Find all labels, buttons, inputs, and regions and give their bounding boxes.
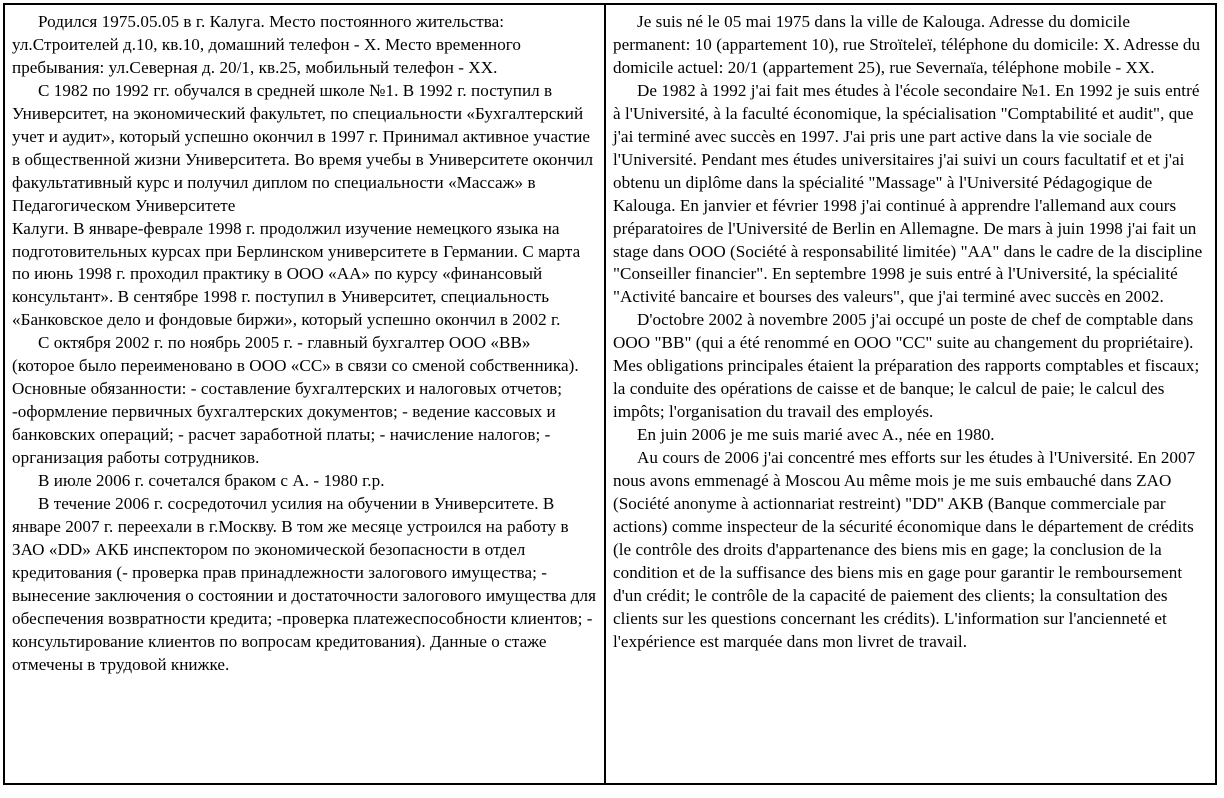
table-cell-french	[606, 5, 1215, 783]
paragraph-fr-1: Je suis né le 05 mai 1975 dans la ville de Kalouga. Adresse du domicile permanent: 10 (appartement 10), rue Stroïteleï, téléphone du domicile: X. Adresse du domicile actuel: 20/1 (appartement 25), rue Severnaïa, téléphone mobile - XX.	[613, 12, 1201, 77]
paragraph-fr-2: De 1982 à 1992 j'ai fait mes études à l'école secondaire №1. En 1992 je suis entré à l'Université, à la faculté économique, la spécialisation "Comptabilité et audit", que j'ai terminé avec succès en 1997. J'ai pris une part active dans la vie sociale de l'Université. Pendant mes études universitaires j'ai suivi un cours facultatif et et j'ai obtenu un diplôme dans la spécialité "Massage" à l'Université Pédagogique de Kalouga. En janvier et février 1998 j'ai continué à apprendre l'allemand aux cours préparatoires de l'Université de Berlin en Allemagne. De mars à juin 1998 j'ai fait un stage dans OOO (Société à responsabilité limitée) "AA" dans le cadre de la discipline "Conseiller financier". En septembre 1998 je suis entré à l'Université, la spécialité "Activité bancaire et bourses des valeurs", que j'ai terminé avec succès en 2002.	[613, 80, 1203, 307]
paragraph-fr-5: Au cours de 2006 j'ai concentré mes efforts sur les études à l'Université. En 2007 nous avons emmenagé à Moscou Au même mois je me suis embauché dans ZAO (Société anonyme à actionnariat restreint) "DD" AKB (Banque commerciale par actions) comme inspecteur de la sécurité économique dans le département de crédits (le contrôle des droits d'appartenance des biens mis en gage; la conclusion de la condition et de la suffisance des biens mis en gage pour garantir le remboursement d'un crédit; le contrôle de la capacité de paiement des clients; la consultation des clients sur les questions concernant les crédits). L'information sur l'ancienneté et l'expérience est marquée dans mon livret de travail.	[613, 448, 1196, 651]
paragraph-ru-4: С октября 2002 г. по ноябрь 2005 г. - главный бухгалтер ООО «ВВ» (которое было переименовано в ООО «СС» в связи со сменой собственника). Основные обязанности: - составление бухгалтерских и налоговых отчетов; -оформление первичных бухгалтерских документов; - ведение кассовых и банковских операций; - расчет заработной платы; - начисление налогов; - организация работы сотрудников.	[12, 333, 579, 468]
paragraph-ru-2: С 1982 по 1992 гг. обучался в средней школе №1. В 1992 г. поступил в Университет, на экономический факультет, по специальности «Бухгалтерский учет и аудит», который успешно окончил в 1997 г. Принимал активное участие в общественной жизни Университета. Во время учебы в Университете окончил факультативный курс и получил диплом по специальности «Массаж» в Педагогическом Университете	[12, 80, 594, 215]
paragraph-ru-1: Родился 1975.05.05 в г. Калуга. Место постоянного жительства: ул.Строителей д.10, кв.10, домашний телефон - Х. Место временного пребывания: ул.Северная д. 20/1, кв.25, мобильный телефон - ХХ.	[12, 12, 522, 77]
paragraph-fr-3: D'octobre 2002 à novembre 2005 j'ai occupé un poste de chef de comptable dans OOO "BB" (qui a été renommé en OOO "CC" suite au changement du propriétaire). Mes obligations principales étaient la préparation des rapports comptables et fiscaux; la conduite des opérations de caisse et de banque; le calcul de paie; le calcul des impôts; l'organisation du travail des employés.	[613, 310, 1200, 422]
paragraph-fr-4: En juin 2006 je me suis marié avec A., née en 1980.	[637, 425, 995, 445]
bilingual-document-table	[3, 3, 1217, 785]
paragraph-ru-5: В июле 2006 г. сочетался браком с А. - 1980 г.р.	[38, 471, 385, 491]
paragraph-ru-3: Калуги. В январе-феврале 1998 г. продолжил изучение немецкого языка на подготовительных курсах при Берлинском университете в Германии. С марта по июнь 1998 г. проходил практику в ООО «АА» по курсу «финансовый консультант». В сентябре 1998 г. поступил в Университет, специальность «Банковское дело и фондовые биржи», который успешно окончил в 2002 г.	[12, 218, 581, 330]
paragraph-ru-6: В течение 2006 г. сосредоточил усилия на обучении в Университете. В январе 2007 г. переехали в г.Москву. В том же месяце устроился на работу в ЗАО «DD» АКБ инспектором по экономической безопасности в отдел кредитования (- проверка прав принадлежности залогового имущества; - вынесение заключения о состоянии и достаточности залогового имущества для обеспечения возвратности кредита; -проверка платежеспособности клиентов; - консультирование клиентов по вопросам кредитования). Данные о стаже отмечены в трудовой книжке.	[12, 494, 597, 674]
table-cell-russian	[5, 5, 606, 783]
